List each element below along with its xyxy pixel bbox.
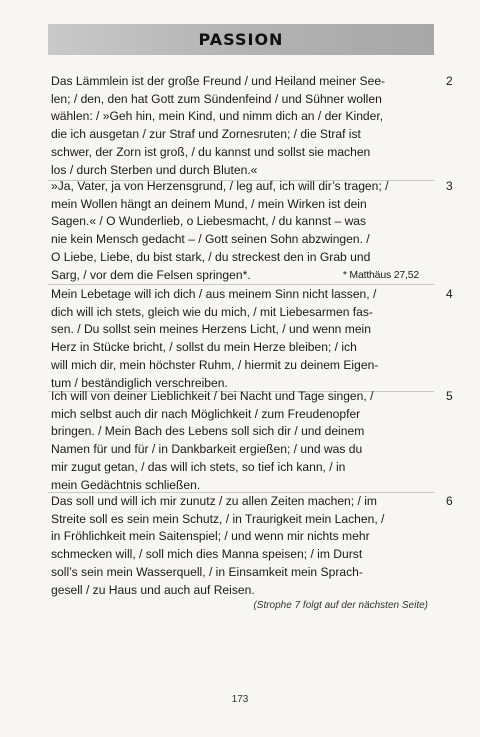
footnote: * Matthäus 27,52 <box>342 268 419 281</box>
stanza-line: in Fröhlichkeit mein Saitenspiel; / und wenn mir nichts mehr <box>51 529 370 544</box>
section-title: PASSION <box>198 30 284 49</box>
verse-number: 3 <box>446 179 453 193</box>
header-bar <box>48 24 434 55</box>
stanza-line: die ich ausgetan / zur Straf und Zornesruten; / die Straf ist <box>51 127 361 142</box>
stanza-line: bringen. / Mein Bach des Lebens soll sich dir / und deinem <box>51 424 365 439</box>
stanza-line-last <box>51 267 419 285</box>
stanza-line: len; / den, den hat Gott zum Sündenfeind / und Sühner wollen <box>51 91 382 106</box>
stanza-line: Sagen.« / O Wunderlieb, o Liebesmacht, / du kannst – was <box>51 214 367 229</box>
stanza-line: Mein Lebetage will ich dich / aus meinem Sinn nicht lassen, / <box>51 287 377 301</box>
stanza-line: Streite soll es sein mein Schutz, / in Traurigkeit mein Lachen, / <box>51 511 385 526</box>
stanza-line: soll’s sein mein Wasserquell, / in Einsamkeit mein Sprach- <box>51 564 363 579</box>
stanza-divider <box>48 284 434 285</box>
stanza-6 <box>51 493 419 599</box>
verse-number: 6 <box>446 494 453 508</box>
stanza-line: wählen: / »Geh hin, mein Kind, und nimm dich an / der Kinder, <box>51 109 384 124</box>
stanza-line: sen. / Du sollst sein meines Herzens Licht, / und wenn mein <box>51 322 371 337</box>
stanza-line: O Liebe, Liebe, du bist stark, / du streckest den in Grab und <box>51 249 371 264</box>
stanza-4 <box>51 286 419 392</box>
page-number: 173 <box>231 694 249 705</box>
stanza-line: mir zugut getan, / das will ich stets, so tief ich kann, / in <box>51 459 346 474</box>
stanza-line: mich selbst auch dir nach Möglichkeit / zum Freudenopfer <box>51 406 361 421</box>
stanza-2 <box>51 73 419 179</box>
stanza-line: schmecken will, / soll mich dies Manna speisen; / im Durst <box>51 547 363 562</box>
stanza-line: nie kein Mensch gedacht – / Gott seinen Sohn abzwingen. / <box>51 232 370 247</box>
stanza-line: schwer, der Zorn ist groß, / du kannst und sollst sie machen <box>51 144 371 159</box>
stanza-line: Das Lämmlein ist der große Freund / und Heiland meiner See- <box>51 74 386 88</box>
stanza-line: dich will ich stets, gleich wie du mich, / mit Liebesarmen fas- <box>51 304 373 319</box>
stanza-line: Namen für und für / in Dankbarkeit ergießen; / und was du <box>51 442 363 457</box>
stanza-line: Herz in Stücke bricht, / sollst du mein Herze bleiben; / ich <box>51 340 357 355</box>
stanza-line: will mich dir, mein höchster Ruhm, / hiermit zu deinem Eigen- <box>51 357 379 372</box>
continuation-note: (Strophe 7 folgt auf der nächsten Seite) <box>253 600 428 611</box>
stanza-3 <box>51 178 419 284</box>
verse-number: 2 <box>446 74 453 88</box>
stanza-line: »Ja, Vater, ja von Herzensgrund, / leg auf, ich will dir’s tragen; / <box>51 179 389 193</box>
stanza-line: gesell / zu Haus und auch auf Reisen. <box>51 582 255 597</box>
stanza-line: Das soll und will ich mir zunutz / zu allen Zeiten machen; / im <box>51 494 377 508</box>
stanza-line: mein Gedächtnis schließen. <box>51 477 201 492</box>
stanza-line: tum / beständiglich verschreiben. <box>51 375 228 390</box>
stanza-line: mein Wollen hängt an deinem Mund, / mein Wirken ist dein <box>51 196 367 211</box>
stanza-line-text: Sarg, / vor dem die Felsen springen*. <box>51 267 251 282</box>
stanza-line: los / durch Sterben und durch Bluten.« <box>51 162 258 177</box>
stanza-5 <box>51 388 419 494</box>
verse-number: 4 <box>446 287 453 301</box>
stanza-line: Ich will von deiner Lieblichkeit / bei Nacht und Tage singen, / <box>51 389 374 403</box>
verse-number: 5 <box>446 389 453 403</box>
